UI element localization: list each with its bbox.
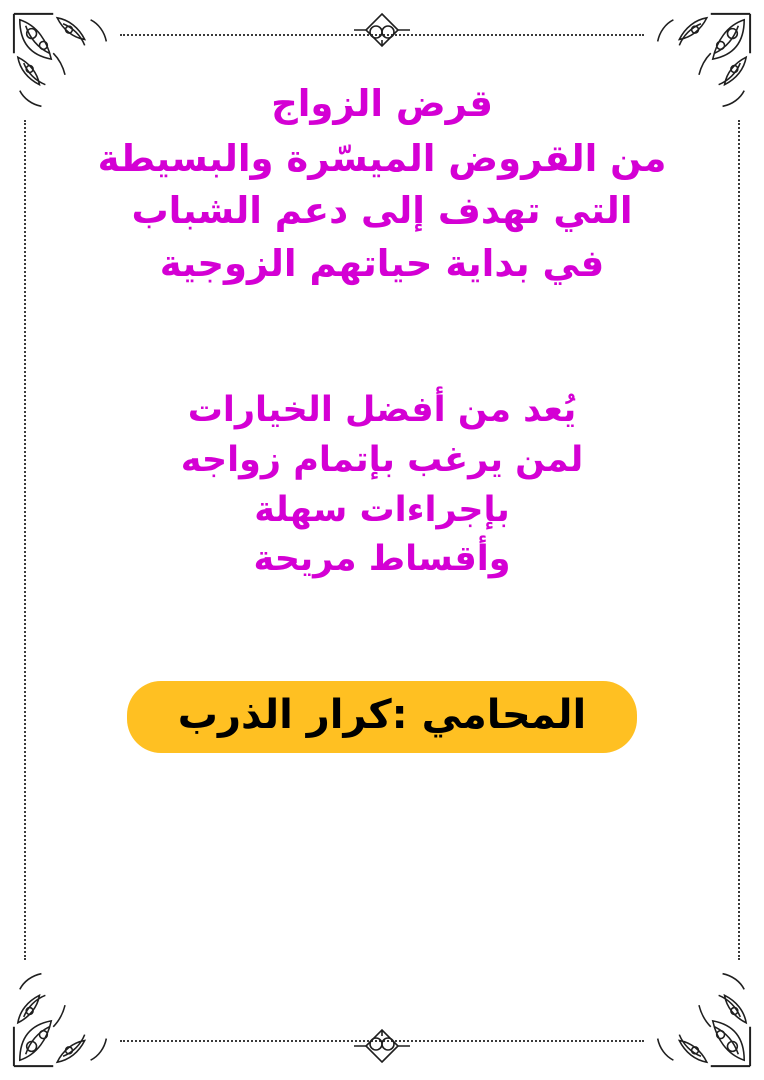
- top-center-ornament-icon: [346, 10, 418, 54]
- body-block: [60, 386, 704, 585]
- body-line: بإجراءات سهلة: [254, 489, 510, 530]
- frame-left-divider: [24, 120, 26, 960]
- headline-line: قرض الزواج: [271, 82, 493, 125]
- body-line: وأقساط مريحة: [253, 539, 511, 580]
- lawyer-badge-container: [60, 681, 704, 753]
- headline-line: التي تهدف إلى دعم الشباب: [131, 189, 633, 233]
- body-line: لمن يرغب بإتمام زواجه: [180, 439, 584, 480]
- frame-right-divider: [738, 120, 740, 960]
- body-line: يُعد من أفضل الخيارات: [187, 390, 577, 431]
- headline-line: في بداية حياتهم الزوجية: [159, 241, 605, 285]
- headline-line: من القروض الميسّرة والبسيطة: [97, 136, 667, 180]
- bottom-center-ornament-icon: [346, 1022, 418, 1066]
- lawyer-name-badge: المحامي :كرار الذرب: [127, 681, 637, 753]
- poster-content: [60, 60, 704, 1010]
- headline-block: [60, 78, 704, 290]
